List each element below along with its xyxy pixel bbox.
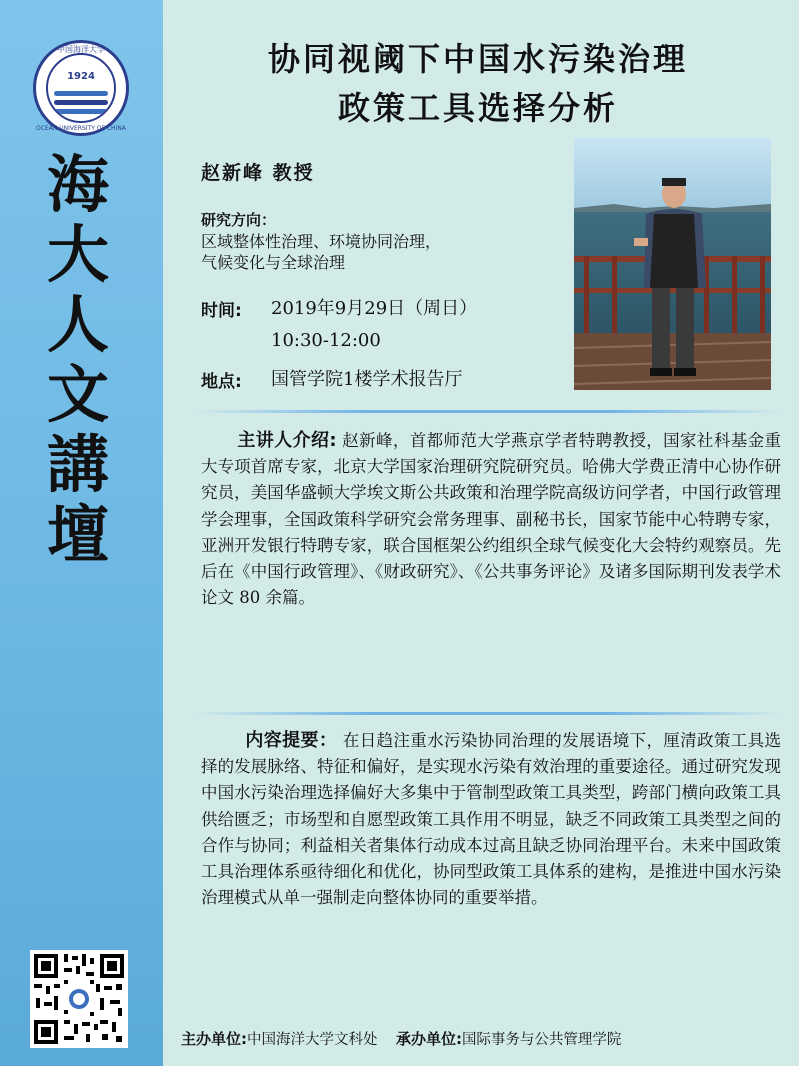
host-value: 中国海洋大学文科处 (247, 1032, 378, 1048)
lecture-summary (201, 728, 781, 911)
section-divider (193, 410, 783, 413)
time-label: 时间: (201, 301, 242, 321)
section-divider (193, 712, 783, 715)
sidebar (0, 0, 163, 1066)
research-line: 气候变化与全球治理 (201, 253, 346, 272)
logo-emblem (46, 53, 116, 123)
research-label: 研究方向： (201, 211, 277, 229)
speaker-photo-image (574, 138, 771, 390)
lecture-title-line2: 政策工具选择分析 (337, 89, 618, 127)
series-title (38, 150, 118, 570)
logo-year: 1924 (67, 71, 95, 82)
intro-label: 主讲人介绍: (237, 430, 337, 451)
venue-value: 国管学院1楼学术报告厅 (271, 369, 463, 390)
university-logo (33, 40, 129, 136)
lecture-title-line1: 协同视阈下中国水污染治理 (267, 40, 688, 78)
organizer-value: 国际事务与公共管理学院 (461, 1032, 622, 1048)
intro-text: 赵新峰，首都师范大学燕京学者特聘教授，国家社科基金重大专项首席专家，北京大学国家治理研究院研究员。哈佛大学费正清中心协作研究员，美国华盛顿大学埃文斯公共政策和治理学院高级访问学者，中国行政管理学会理事，全国政策科学研究会常务理事、副秘书长，国家节能中心特聘专家，亚洲开发银行特聘专家，联合国框架公约组织全球气候变化大会特约观察员。先后在《中国行政管理》、《财政研究》、《公共事务评论》及诸多国际期刊发表学术论文 80 余篇。 (201, 431, 782, 608)
logo-wave-icon (54, 91, 108, 96)
organizer-label: 承办单位: (395, 1030, 462, 1048)
series-title-char: 海 (46, 148, 109, 221)
logo-wave-icon (54, 100, 108, 105)
footer (181, 1028, 621, 1049)
qr-code-graphic (30, 950, 128, 1048)
series-title-char: 壇 (46, 498, 109, 571)
speaker-photo (574, 138, 771, 390)
summary-label: 内容提要： (245, 730, 338, 751)
speaker-name: 赵新峰 教授 (201, 162, 315, 184)
host-label: 主办单位: (181, 1030, 247, 1048)
logo-name-cn: 中国海洋大学 (57, 45, 105, 54)
logo-name-en: OCEAN UNIVERSITY OF CHINA (36, 125, 126, 132)
series-title-char: 講 (46, 428, 109, 501)
series-title-char: 人 (46, 288, 109, 361)
summary-text: 在日趋注重水污染协同治理的发展语境下，厘清政策工具选择的发展脉络、特征和偏好，是实现水污染有效治理的重要途径。通过研究发现中国水污染治理选择偏好大多集中于管制型政策工具类型，跨部门横向政策工具供给匮乏；市场型和自愿型政策工具作用不明显，缺乏不同政策工具类型之间的合作与协同；利益相关者集体行动成本过高且缺乏协同治理平台。未来中国政策工具治理体系亟待细化和优化，协同型政策工具体系的建构，是推进中国水污染治理模式从单一强制走向整体协同的重要举措。 (201, 731, 782, 908)
series-title-char: 大 (46, 218, 109, 291)
time-date: 2019年9月29日（周日） (271, 298, 478, 319)
main-content (163, 0, 799, 1066)
series-title-char: 文 (46, 358, 109, 431)
speaker-introduction (201, 428, 781, 611)
venue-label: 地点: (201, 372, 242, 392)
research-line: 区域整体性治理、环境协同治理， (201, 232, 442, 251)
logo-wave-icon (54, 109, 108, 114)
qr-code[interactable] (30, 950, 128, 1048)
time-hours: 10:30-12:00 (271, 330, 381, 351)
